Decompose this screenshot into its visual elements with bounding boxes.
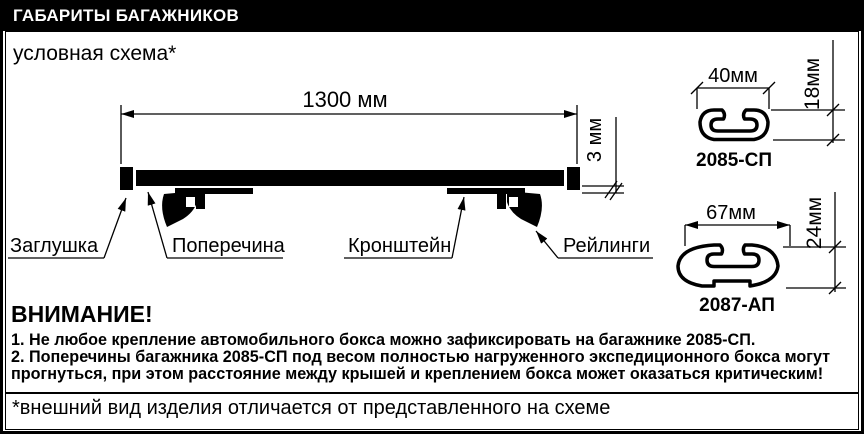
- label-crossbar: Поперечина: [172, 235, 285, 257]
- crossbar-assembly: [120, 167, 580, 190]
- profile-2087-section: [678, 245, 778, 286]
- profile-2085-section: [700, 110, 768, 140]
- profile-2085-width: 40мм: [708, 65, 758, 87]
- label-end-cap: Заглушка: [10, 235, 99, 257]
- profile-2085: [691, 40, 845, 171]
- profile-2087-height: 24мм: [803, 196, 826, 250]
- profile-2085-height: 18мм: [801, 57, 824, 111]
- warning-section: [11, 303, 853, 384]
- dimensions-diagram: [0, 33, 864, 318]
- footnote-text: *внешний вид изделия отличается от представленного на схеме: [12, 397, 611, 419]
- warning-title: ВНИМАНИЕ!: [11, 301, 153, 327]
- scheme-subtitle: условная схема*: [13, 42, 177, 65]
- thickness-dimension-text: 3 мм: [584, 117, 606, 163]
- rail-right: [507, 191, 542, 227]
- rail-left: [162, 191, 197, 227]
- profile-2087: [678, 192, 846, 316]
- length-dimension-1300: [121, 105, 577, 164]
- profile-2085-model: 2085-СП: [696, 150, 772, 171]
- end-cap-right: [567, 167, 580, 190]
- end-cap-left: [120, 167, 133, 190]
- label-rails: Рейлинги: [563, 235, 651, 257]
- warning-item-2: 2. Поперечины багажника 2085-СП под весом полностью нагруженного экспедиционного бокса могут прогнуться, при этом расстояние между крышей и креплением бокса может оказаться критическим!: [11, 348, 831, 384]
- profile-2087-width: 67мм: [706, 202, 756, 224]
- profile-2087-model: 2087-АП: [699, 295, 775, 316]
- crossbar-bar: [136, 170, 564, 186]
- warning-item-1: 1. Не любое крепление автомобильного бокса можно зафиксировать на багажнике 2085-СП.: [11, 331, 756, 349]
- callout-lines: [8, 192, 653, 258]
- page-title: ГАБАРИТЫ БАГАЖНИКОВ: [13, 6, 240, 25]
- title-bar: [0, 0, 864, 31]
- footnote-divider: [5, 392, 859, 394]
- length-dimension-text: 1300 мм: [302, 87, 388, 112]
- label-bracket: Кронштейн: [348, 235, 452, 257]
